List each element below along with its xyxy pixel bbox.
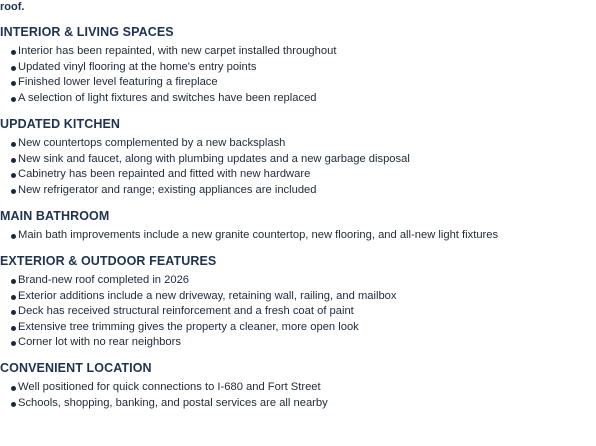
- bullet-icon: [11, 81, 16, 86]
- list-item: [0, 60, 596, 76]
- bullet-icon: [11, 341, 16, 346]
- bullet-icon: [11, 234, 16, 239]
- list-item-text: New refrigerator and range; existing appliances are included: [18, 183, 317, 196]
- bullet-list: [0, 44, 596, 106]
- section-heading: INTERIOR & LIVING SPACES: [0, 25, 174, 39]
- list-item-text: Updated vinyl flooring at the home's entry points: [18, 60, 257, 73]
- list-item: [0, 152, 596, 168]
- list-item-text: Well positioned for quick connections to I-680 and Fort Street: [18, 381, 321, 393]
- list-item-text: Corner lot with no rear neighbors: [18, 336, 181, 349]
- list-item: [0, 320, 596, 336]
- list-item: [0, 44, 596, 60]
- bullet-icon: [11, 50, 16, 55]
- list-item: [0, 380, 596, 396]
- bullet-icon: [11, 386, 16, 391]
- section-exterior: [0, 252, 596, 351]
- section-heading: MAIN BATHROOM: [0, 209, 110, 223]
- list-item-text: Brand-new roof completed in 2026: [18, 274, 190, 286]
- list-item: [0, 273, 596, 289]
- list-item-text: Extensive tree trimming gives the property a cleaner, more open look: [18, 320, 359, 333]
- list-item: [0, 91, 596, 107]
- bullet-list: [0, 273, 596, 351]
- list-item: [0, 396, 596, 412]
- section-heading: UPDATED KITCHEN: [0, 117, 121, 131]
- list-item-text: Exterior additions include a new driveway, retaining wall, railing, and mailbox: [18, 289, 397, 302]
- bullet-icon: [11, 66, 16, 71]
- bullet-icon: [11, 173, 16, 178]
- list-item: [0, 304, 596, 320]
- list-item: [0, 167, 596, 183]
- bullet-icon: [11, 295, 16, 300]
- lead-text: roof.: [0, 1, 25, 13]
- list-item: [0, 183, 596, 199]
- section-interior: [0, 23, 596, 106]
- section-location: [0, 359, 596, 411]
- list-item-text: Deck has received structural reinforcement and a fresh coat of paint: [18, 305, 354, 318]
- bullet-icon: [11, 310, 16, 315]
- list-item-text: Main bath improvements include a new granite countertop, new flooring, and all-new light fixtures: [18, 229, 499, 241]
- section-bathroom: [0, 207, 596, 244]
- section-heading: EXTERIOR & OUTDOOR FEATURES: [0, 254, 217, 268]
- list-item-text: Finished lower level featuring a fireplace: [18, 76, 218, 89]
- list-item-text: A selection of light fixtures and switches have been replaced: [18, 91, 317, 104]
- list-item: [0, 335, 596, 351]
- bullet-icon: [11, 97, 16, 102]
- bullet-icon: [11, 158, 16, 163]
- list-item-text: New countertops complemented by a new backsplash: [18, 137, 286, 149]
- bullet-icon: [11, 326, 16, 331]
- list-item-text: Schools, shopping, banking, and postal services are all nearby: [18, 396, 328, 409]
- list-item-text: Cabinetry has been repainted and fitted with new hardware: [18, 168, 311, 181]
- list-item: [0, 136, 596, 152]
- list-item: [0, 289, 596, 305]
- bullet-icon: [11, 189, 16, 194]
- bullet-icon: [11, 402, 16, 407]
- bullet-list: [0, 380, 596, 411]
- bullet-list: [0, 228, 596, 244]
- list-item-text: New sink and faucet, along with plumbing updates and a new garbage disposal: [18, 152, 410, 165]
- list-item-text: Interior has been repainted, with new carpet installed throughout: [18, 45, 337, 57]
- section-kitchen: [0, 115, 596, 198]
- section-heading: CONVENIENT LOCATION: [0, 361, 152, 375]
- bullet-icon: [11, 279, 16, 284]
- list-item: [0, 228, 596, 244]
- bullet-icon: [11, 142, 16, 147]
- list-item: [0, 75, 596, 91]
- bullet-list: [0, 136, 596, 198]
